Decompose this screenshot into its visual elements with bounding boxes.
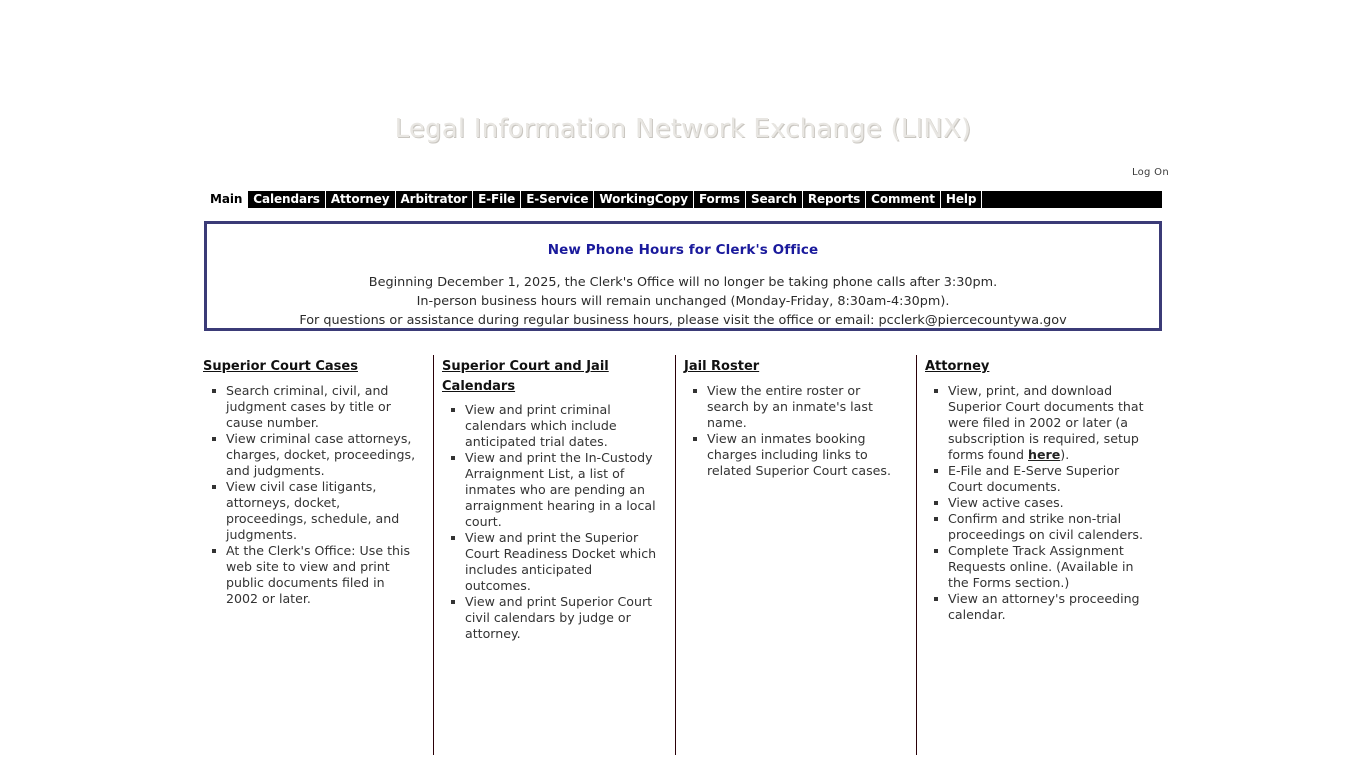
list-item: View criminal case attorneys, charges, docket, proceedings, and judgments. xyxy=(212,431,419,479)
column-attorney xyxy=(916,355,1170,755)
nav-item-attorney[interactable]: Attorney xyxy=(325,191,396,208)
main-navigation-bar xyxy=(204,190,1162,209)
column-superior-court-and-jail-calendars xyxy=(433,355,675,755)
nav-item-arbitrator[interactable]: Arbitrator xyxy=(395,191,474,208)
column-heading-link[interactable]: Attorney xyxy=(925,359,990,374)
list-item: View an inmates booking charges including links to related Superior Court cases. xyxy=(693,431,902,479)
list-item: Search criminal, civil, and judgment cases by title or cause number. xyxy=(212,383,419,431)
setup-forms-here-link[interactable]: here xyxy=(1028,446,1061,462)
nav-item-search[interactable]: Search xyxy=(745,191,803,208)
column-superior-court-cases xyxy=(195,355,433,755)
log-on-link[interactable]: Log On xyxy=(1131,167,1169,178)
nav-filler xyxy=(981,191,1162,208)
list-item: View and print criminal calendars which include anticipated trial dates. xyxy=(451,402,661,450)
column-list xyxy=(442,402,661,642)
nav-item-help[interactable]: Help xyxy=(940,191,983,208)
list-item: Confirm and strike non-trial proceedings on civil calenders. xyxy=(934,511,1156,543)
nav-item-calendars[interactable]: Calendars xyxy=(247,191,326,208)
column-heading-link[interactable]: Jail Roster xyxy=(684,359,760,374)
column-heading-wrap xyxy=(684,355,902,375)
list-item: View active cases. xyxy=(934,495,1156,511)
column-list xyxy=(203,383,419,607)
column-jail-roster xyxy=(675,355,916,755)
masthead xyxy=(0,112,1366,158)
announcement-line-3: For questions or assistance during regular business hours, please visit the office or email: pcclerk@piercecountywa.gov xyxy=(299,313,1067,328)
list-item: View and print the In-Custody Arraignment List, a list of inmates who are pending an arraignment hearing in a local court. xyxy=(451,450,661,530)
nav-item-workingcopy[interactable]: WorkingCopy xyxy=(593,191,694,208)
nav-item-e-service[interactable]: E-Service xyxy=(520,191,594,208)
list-item: E-File and E-Serve Superior Court documents. xyxy=(934,463,1156,495)
list-item: View, print, and download Superior Court documents that were filed in 2002 or later (a subscription is required, setup forms found here). xyxy=(934,383,1156,463)
nav-item-comment[interactable]: Comment xyxy=(865,191,941,208)
list-item: View and print the Superior Court Readiness Docket which includes anticipated outcomes. xyxy=(451,530,661,594)
column-heading-wrap xyxy=(442,355,661,394)
list-item: Complete Track Assignment Requests online. (Available in the Forms section.) xyxy=(934,543,1156,591)
column-heading-link[interactable]: Superior Court and Jail Calendars xyxy=(442,359,609,394)
nav-item-main[interactable]: Main xyxy=(204,191,248,208)
column-heading-link[interactable]: Superior Court Cases xyxy=(203,359,358,374)
nav-item-e-file[interactable]: E-File xyxy=(472,191,521,208)
announcement-line-2: In-person business hours will remain unchanged (Monday-Friday, 8:30am-4:30pm). xyxy=(416,294,950,309)
announcement-box xyxy=(204,221,1162,331)
list-item: View civil case litigants, attorneys, docket, proceedings, schedule, and judgments. xyxy=(212,479,419,543)
column-heading-wrap xyxy=(203,355,419,375)
list-item: At the Clerk's Office: Use this web site to view and print public documents filed in 2002 or later. xyxy=(212,543,419,607)
list-item: View an attorney's proceeding calendar. xyxy=(934,591,1156,623)
announcement-line-1: Beginning December 1, 2025, the Clerk's Office will no longer be taking phone calls after 3:30pm. xyxy=(368,275,998,290)
nav-item-reports[interactable]: Reports xyxy=(802,191,866,208)
column-list xyxy=(925,383,1156,623)
nav-item-forms[interactable]: Forms xyxy=(693,191,746,208)
announcement-title: New Phone Hours for Clerk's Office xyxy=(547,242,819,258)
announcement-body xyxy=(207,273,1159,330)
column-list xyxy=(684,383,902,479)
column-heading-wrap xyxy=(925,355,1156,375)
logon-row xyxy=(0,160,1169,179)
list-item: View the entire roster or search by an inmate's last name. xyxy=(693,383,902,431)
list-item: View and print Superior Court civil calendars by judge or attorney. xyxy=(451,594,661,642)
site-title: Legal Information Network Exchange (LINX) xyxy=(394,114,972,144)
feature-columns xyxy=(195,355,1170,755)
